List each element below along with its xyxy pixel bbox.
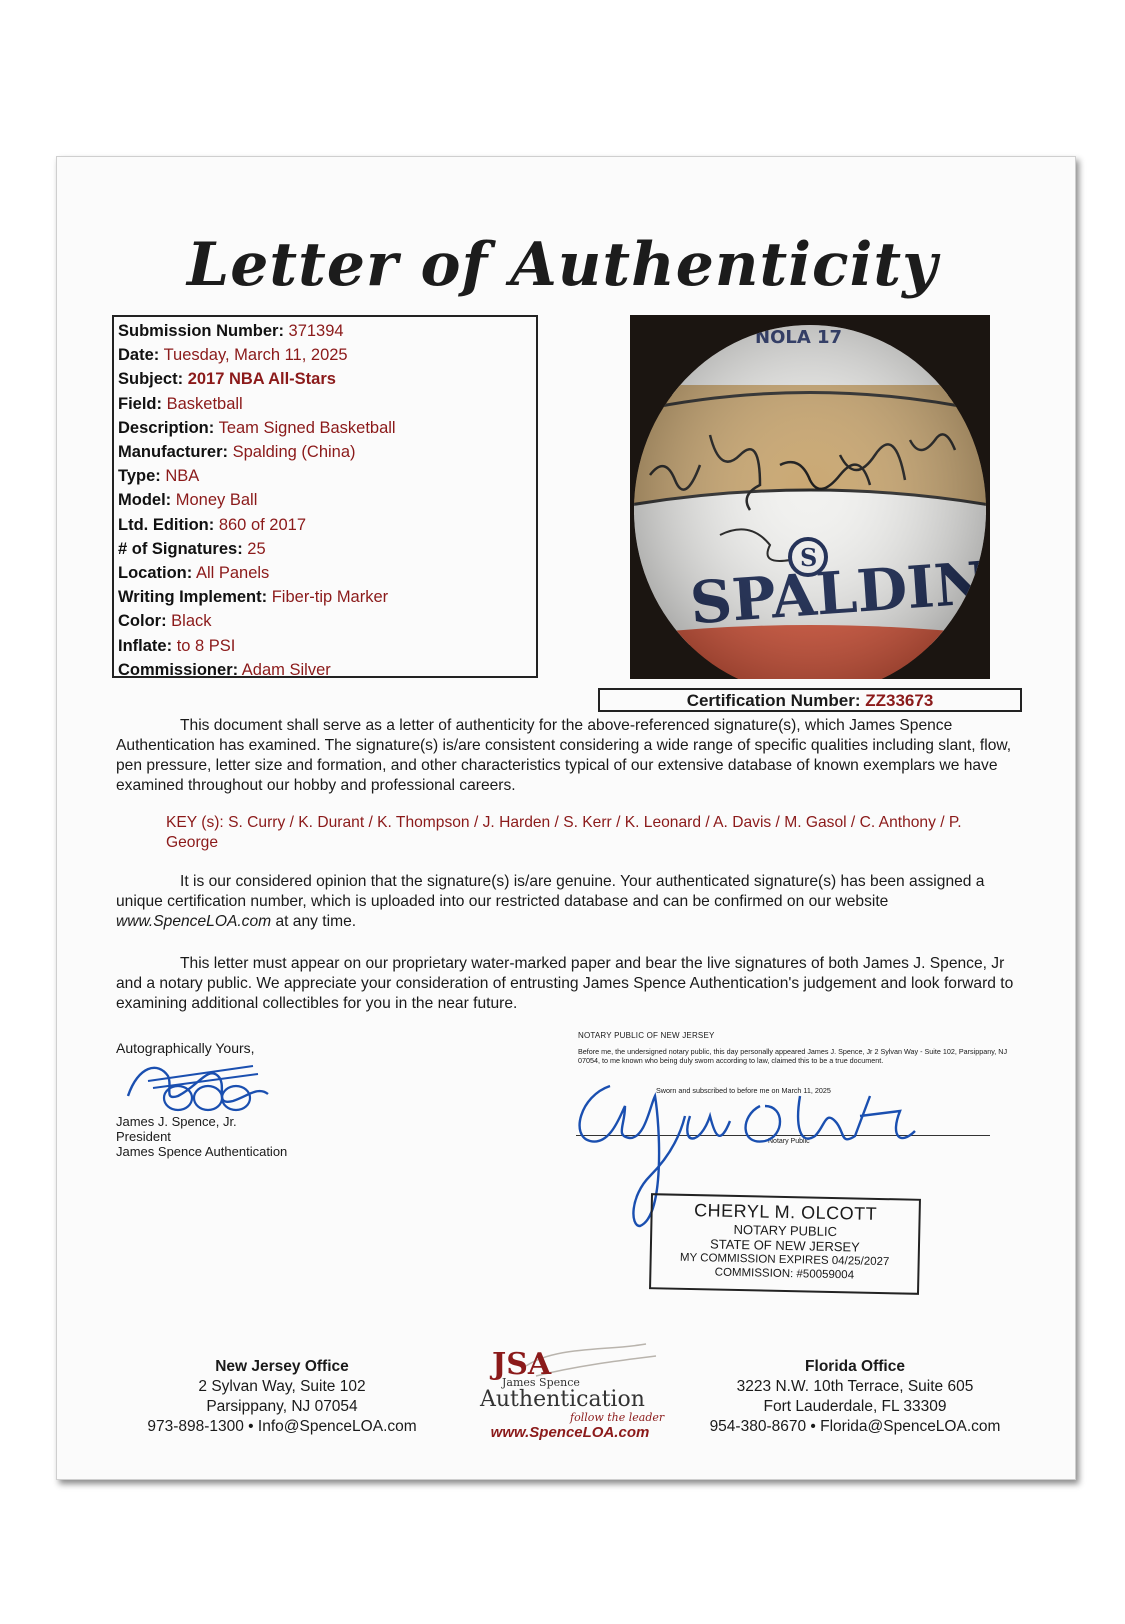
certification-number: ZZ33673 — [865, 691, 934, 710]
detail-row — [118, 561, 532, 585]
detail-value: Team Signed Basketball — [218, 418, 396, 437]
detail-key: Location: — [118, 564, 193, 583]
notary-stamp — [649, 1193, 921, 1295]
basketball-image — [630, 315, 990, 679]
logo-tagline: follow the leader — [570, 1411, 665, 1424]
signer-block — [116, 1114, 287, 1159]
detail-value: Black — [171, 612, 212, 631]
certification-box — [598, 688, 1022, 712]
nj-office-line2: Parsippany, NJ 07054 — [206, 1398, 358, 1415]
detail-key: Manufacturer: — [118, 443, 229, 462]
signer-role: President — [116, 1129, 171, 1144]
detail-key: Date: — [118, 346, 160, 365]
certification-label: Certification Number: — [686, 691, 861, 710]
fl-office-title: Florida Office — [805, 1358, 905, 1375]
notary-text: Before me, the undersigned notary public, this day personally appeared James J. Spence, Jr 2 Sylvan Way - Suite 102, Parsippany, NJ 07054, to me known who being duly sworn according to law, claimed this to be a true document. — [578, 1047, 1008, 1065]
spence-signature — [118, 1056, 278, 1121]
detail-key: Field: — [118, 394, 162, 413]
detail-key: Writing Implement: — [118, 588, 268, 607]
detail-value: All Panels — [195, 564, 270, 583]
detail-row — [118, 609, 532, 633]
detail-row — [118, 440, 532, 464]
detail-key: Color: — [118, 612, 167, 631]
detail-row — [118, 658, 532, 682]
paragraph-intro: This document shall serve as a letter of authenticity for the above-referenced signature(s), which James Spence Authentication has examined. The signature(s) is/are consistent considering a wide range of specific qualities including slant, flow, pen pressure, letter size and formation, and other characteristics typical of our extensive database of known exemplars we have examined throughout our hobby and professional careers. — [116, 717, 1012, 794]
nj-office-line1: 2 Sylvan Way, Suite 102 — [198, 1378, 366, 1395]
detail-value: Adam Silver — [241, 660, 331, 679]
fl-office-line1: 3223 N.W. 10th Terrace, Suite 605 — [736, 1378, 974, 1395]
detail-row — [118, 464, 532, 488]
detail-row — [118, 488, 532, 512]
notary-heading: NOTARY PUBLIC OF NEW JERSEY — [578, 1031, 715, 1040]
signer-name: James J. Spence, Jr. — [116, 1114, 237, 1129]
detail-value: 860 of 2017 — [218, 515, 306, 534]
detail-row — [118, 343, 532, 367]
detail-row — [118, 319, 532, 343]
detail-key: Type: — [118, 467, 161, 486]
detail-key: Inflate: — [118, 636, 173, 655]
closing-salutation: Autographically Yours, — [116, 1040, 255, 1056]
nj-office — [116, 1357, 448, 1437]
logo-website-link[interactable]: www.SpenceLOA.com — [490, 1424, 650, 1441]
logo-jsa: JSA — [492, 1347, 552, 1382]
logo-auth: Authentication — [480, 1387, 645, 1412]
stamp-line3: MY COMMISSION EXPIRES 04/25/2027 — [679, 1251, 890, 1269]
fl-office — [690, 1357, 1020, 1437]
details-box — [112, 315, 538, 678]
website-link[interactable]: www.SpenceLOA.com — [116, 913, 272, 930]
key-signers: KEY (s): S. Curry / K. Durant / K. Thompson / J. Harden / S. Kerr / K. Leonard / A. Davis / M. Gasol / C. Anthony / P. George — [166, 814, 962, 851]
detail-row — [118, 392, 532, 416]
paragraph-opinion: It is our considered opinion that the signature(s) is/are genuine. Your authenticated signature(s) has been assigned a unique certification number, which is uploaded into our restricted database and can be confirmed on our website www.SpenceLOA.com at any time. — [116, 873, 985, 930]
fl-office-line3: 954-380-8670 • Florida@SpenceLOA.com — [709, 1418, 1001, 1435]
detail-key: Subject: — [118, 370, 184, 389]
detail-value: 25 — [247, 539, 266, 558]
detail-row — [118, 416, 532, 440]
detail-row — [118, 585, 532, 609]
detail-row — [118, 634, 532, 658]
detail-value: NBA — [165, 467, 200, 486]
detail-key: Description: — [118, 418, 215, 437]
nj-office-line3: 973-898-1300 • Info@SpenceLOA.com — [147, 1418, 417, 1435]
fl-office-line2: Fort Lauderdale, FL 33309 — [763, 1398, 947, 1415]
detail-row — [118, 367, 532, 391]
detail-value: Tuesday, March 11, 2025 — [163, 346, 348, 365]
nj-office-title: New Jersey Office — [215, 1358, 349, 1375]
detail-value: to 8 PSI — [176, 636, 236, 655]
signer-company: James Spence Authentication — [116, 1144, 288, 1159]
page-title: Letter of Authenticity — [187, 230, 938, 300]
stamp-name: CHERYL M. OLCOTT — [693, 1200, 878, 1224]
stamp-line4: COMMISSION: #50059004 — [714, 1266, 855, 1282]
detail-value: 2017 NBA All-Stars — [187, 370, 336, 389]
notary-public-label: Notary Public — [768, 1138, 810, 1145]
stamp-line1: NOTARY PUBLIC — [733, 1221, 838, 1240]
basketball-photo — [630, 315, 990, 679]
paragraph-watermark: This letter must appear on our proprietary water-marked paper and bear the live signatures of both James J. Spence, Jr and a notary public. We appreciate your consideration of entrusting James Spence Authentication's judgement and look forward to examining additional collectibles for you in the near future. — [116, 955, 1014, 1012]
detail-key: Commissioner: — [118, 660, 239, 679]
detail-key: # of Signatures: — [118, 539, 243, 558]
detail-row — [118, 513, 532, 537]
detail-value: Spalding (China) — [232, 443, 356, 462]
detail-value: Fiber-tip Marker — [271, 588, 389, 607]
logo-sub: James Spence — [502, 1376, 580, 1389]
detail-key: Submission Number: — [118, 322, 284, 340]
notary-sworn: Sworn and subscribed to before me on March 11, 2025 — [656, 1086, 831, 1095]
detail-value: 371394 — [288, 322, 344, 340]
detail-row — [118, 537, 532, 561]
detail-key: Ltd. Edition: — [118, 515, 215, 534]
detail-key: Model: — [118, 491, 172, 510]
detail-value: Money Ball — [175, 491, 258, 510]
detail-value: Basketball — [166, 394, 243, 413]
stamp-line2: STATE OF NEW JERSEY — [709, 1236, 860, 1255]
